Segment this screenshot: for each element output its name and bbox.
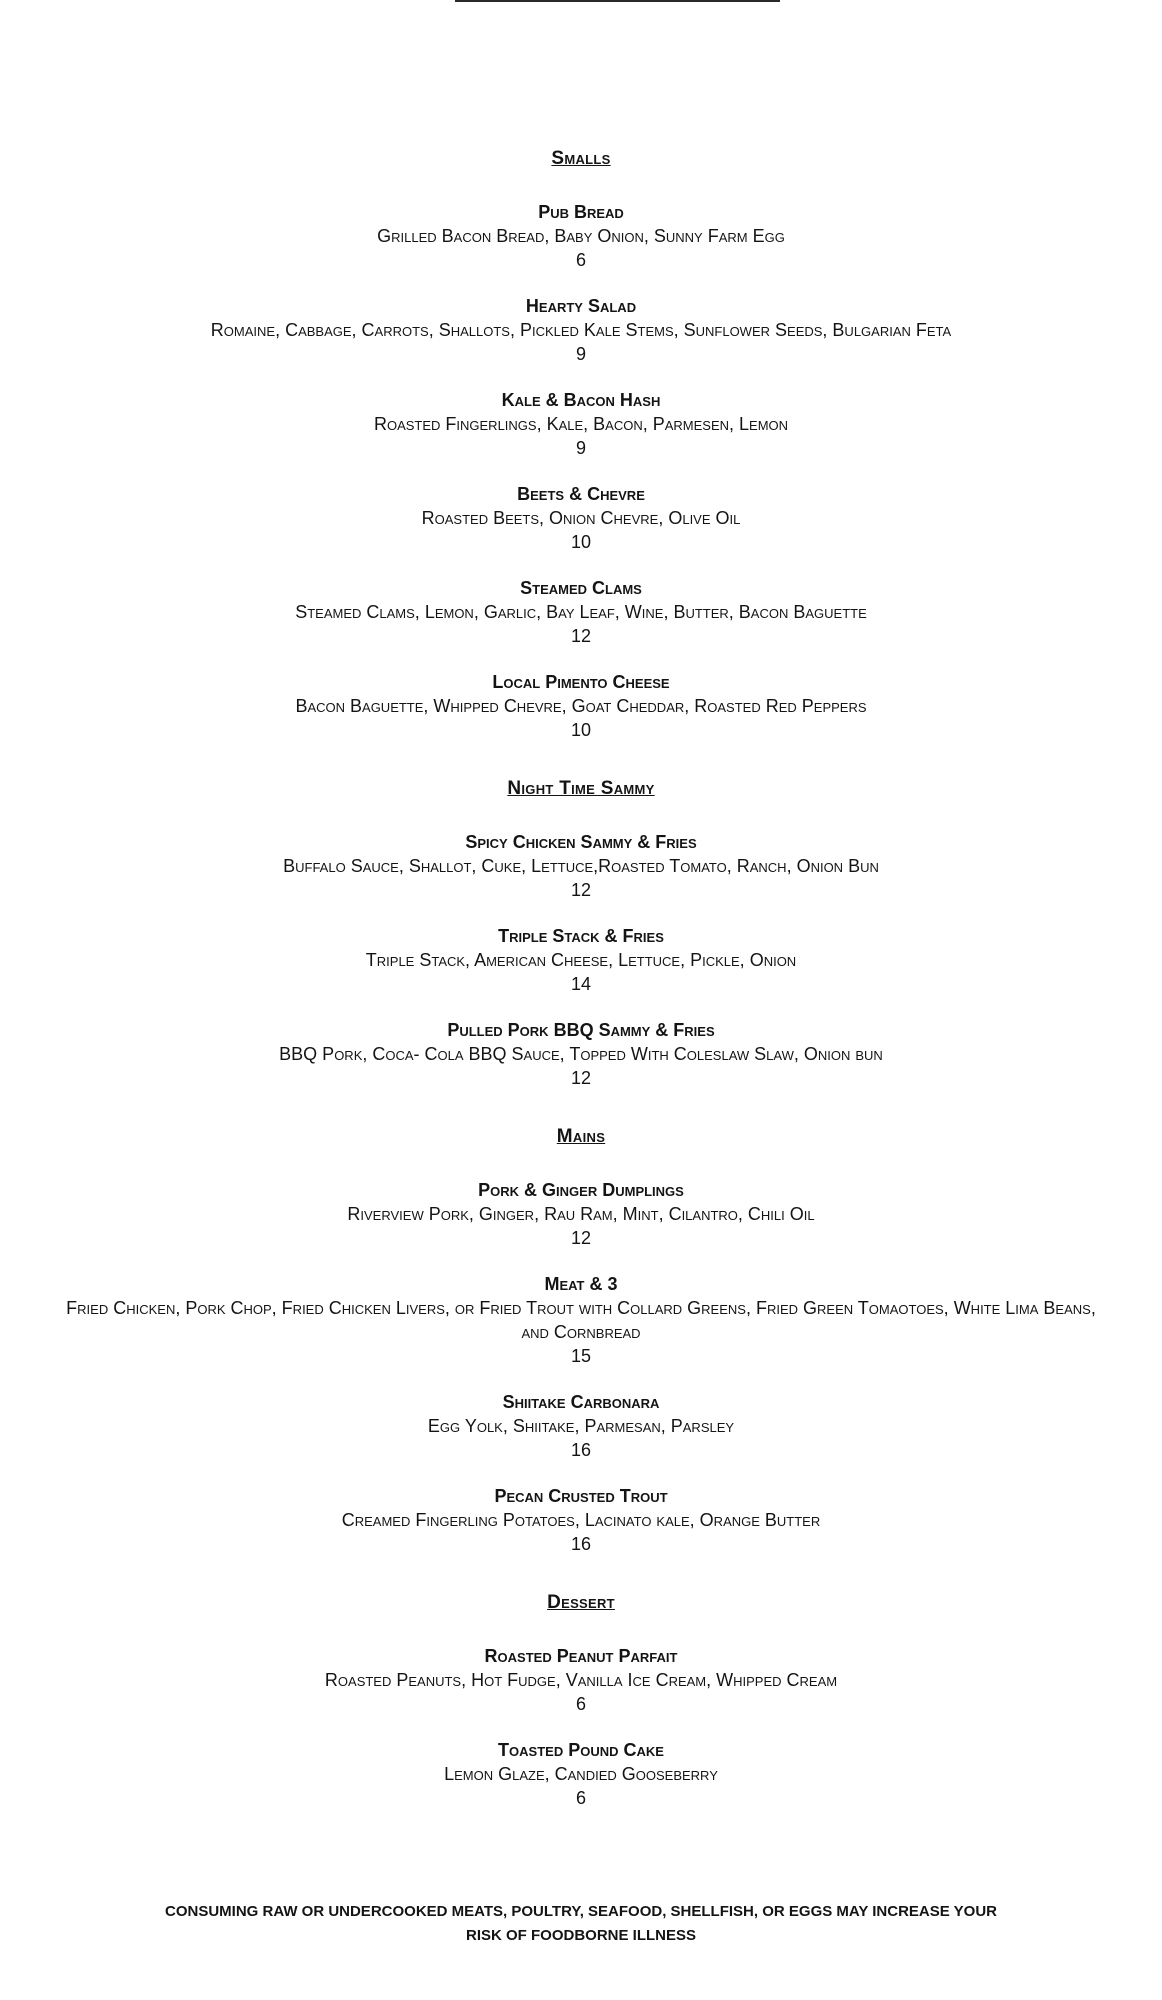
item-description: Roasted Beets, Onion Chevre, Olive Oil [421,508,741,528]
section-title: Mains [556,1126,606,1147]
item-name: Pulled Pork BBQ Sammy & Fries [447,1020,715,1040]
menu-item [0,576,1162,648]
item-price: 10 [570,720,592,740]
menu-item [0,1390,1162,1462]
item-description: Bacon Baguette, Whipped Chevre, Goat Cheddar, Roasted Red Peppers [295,696,867,716]
menu-item [0,294,1162,366]
item-price: 10 [570,532,592,552]
menu-item [0,1178,1162,1250]
menu-item [0,1484,1162,1556]
section-night-time-sammy [0,778,1162,1090]
disclaimer-line: RISK OF FOODBORNE ILLNESS [465,1927,696,1944]
item-name: Shiitake Carbonara [502,1392,660,1412]
item-description: Lemon Glaze, Candied Gooseberry [444,1764,718,1784]
item-description: Romaine, Cabbage, Carrots, Shallots, Pickled Kale Stems, Sunflower Seeds, Bulgarian Feta [210,320,952,340]
section-dessert [0,1592,1162,1810]
item-name: Kale & Bacon Hash [501,390,661,410]
item-name: Pecan Crusted Trout [494,1486,668,1506]
item-name: Hearty Salad [525,296,637,316]
section-title: Smalls [551,148,611,169]
top-rule [455,0,780,2]
item-price: 14 [570,974,592,994]
section-smalls [0,148,1162,742]
menu-item [0,1018,1162,1090]
item-description: BBQ Pork, Coca- Cola BBQ Sauce, Topped With Coleslaw Slaw, Onion bun [279,1044,883,1064]
item-description: Fried Chicken, Pork Chop, Fried Chicken Livers, or Fried Trout with Collard Greens, Fried Green Tomaotoes, White Lima Beans, and Cornbread [66,1298,1096,1342]
item-name: Triple Stack & Fries [498,926,664,946]
menu-item [0,1644,1162,1716]
menu-item [0,1272,1162,1368]
item-name: Spicy Chicken Sammy & Fries [465,832,697,852]
menu-item [0,200,1162,272]
item-description: Triple Stack, American Cheese, Lettuce, Pickle, Onion [365,950,797,970]
section-title: Night Time Sammy [507,778,655,799]
item-description: Riverview Pork, Ginger, Rau Ram, Mint, Cilantro, Chili Oil [347,1204,815,1224]
menu-item [0,388,1162,460]
item-description: Egg Yolk, Shiitake, Parmesan, Parsley [427,1416,735,1436]
item-description: Buffalo Sauce, Shallot, Cuke, Lettuce,Roasted Tomato, Ranch, Onion Bun [283,856,879,876]
item-name: Beets & Chevre [517,484,645,504]
section-title: Dessert [547,1592,615,1613]
item-price: 9 [575,344,586,364]
item-name: Roasted Peanut Parfait [484,1646,678,1666]
menu-item [0,482,1162,554]
item-price: 9 [575,438,586,458]
section-mains [0,1126,1162,1556]
item-price: 12 [570,1068,592,1088]
item-price: 6 [575,250,586,270]
item-name: Local Pimento Cheese [492,672,670,692]
item-description: Creamed Fingerling Potatoes, Lacinato kale, Orange Butter [341,1510,821,1530]
item-price: 12 [570,880,592,900]
menu-item [0,670,1162,742]
item-description: Steamed Clams, Lemon, Garlic, Bay Leaf, Wine, Butter, Bacon Baguette [295,602,867,622]
menu-item [0,924,1162,996]
menu [0,148,1162,1832]
item-description: Roasted Peanuts, Hot Fudge, Vanilla Ice Cream, Whipped Cream [324,1670,838,1690]
item-price: 16 [570,1534,592,1554]
item-name: Steamed Clams [520,578,642,598]
item-price: 15 [570,1346,592,1366]
menu-item [0,1738,1162,1810]
item-price: 6 [575,1788,586,1808]
item-price: 12 [570,626,592,646]
food-safety-disclaimer [100,1900,1062,1948]
item-price: 12 [570,1228,592,1248]
item-name: Pork & Ginger Dumplings [478,1180,684,1200]
item-name: Pub Bread [538,202,624,222]
menu-item [0,830,1162,902]
item-name: Meat & 3 [544,1274,618,1294]
item-price: 16 [570,1440,592,1460]
disclaimer-line: CONSUMING RAW OR UNDERCOOKED MEATS, POULTRY, SEAFOOD, SHELLFISH, OR EGGS MAY INCREASE YOUR [164,1903,998,1920]
item-name: Toasted Pound Cake [498,1740,664,1760]
item-price: 6 [575,1694,586,1714]
item-description: Grilled Bacon Bread, Baby Onion, Sunny Farm Egg [377,226,785,246]
item-description: Roasted Fingerlings, Kale, Bacon, Parmesen, Lemon [373,414,789,434]
